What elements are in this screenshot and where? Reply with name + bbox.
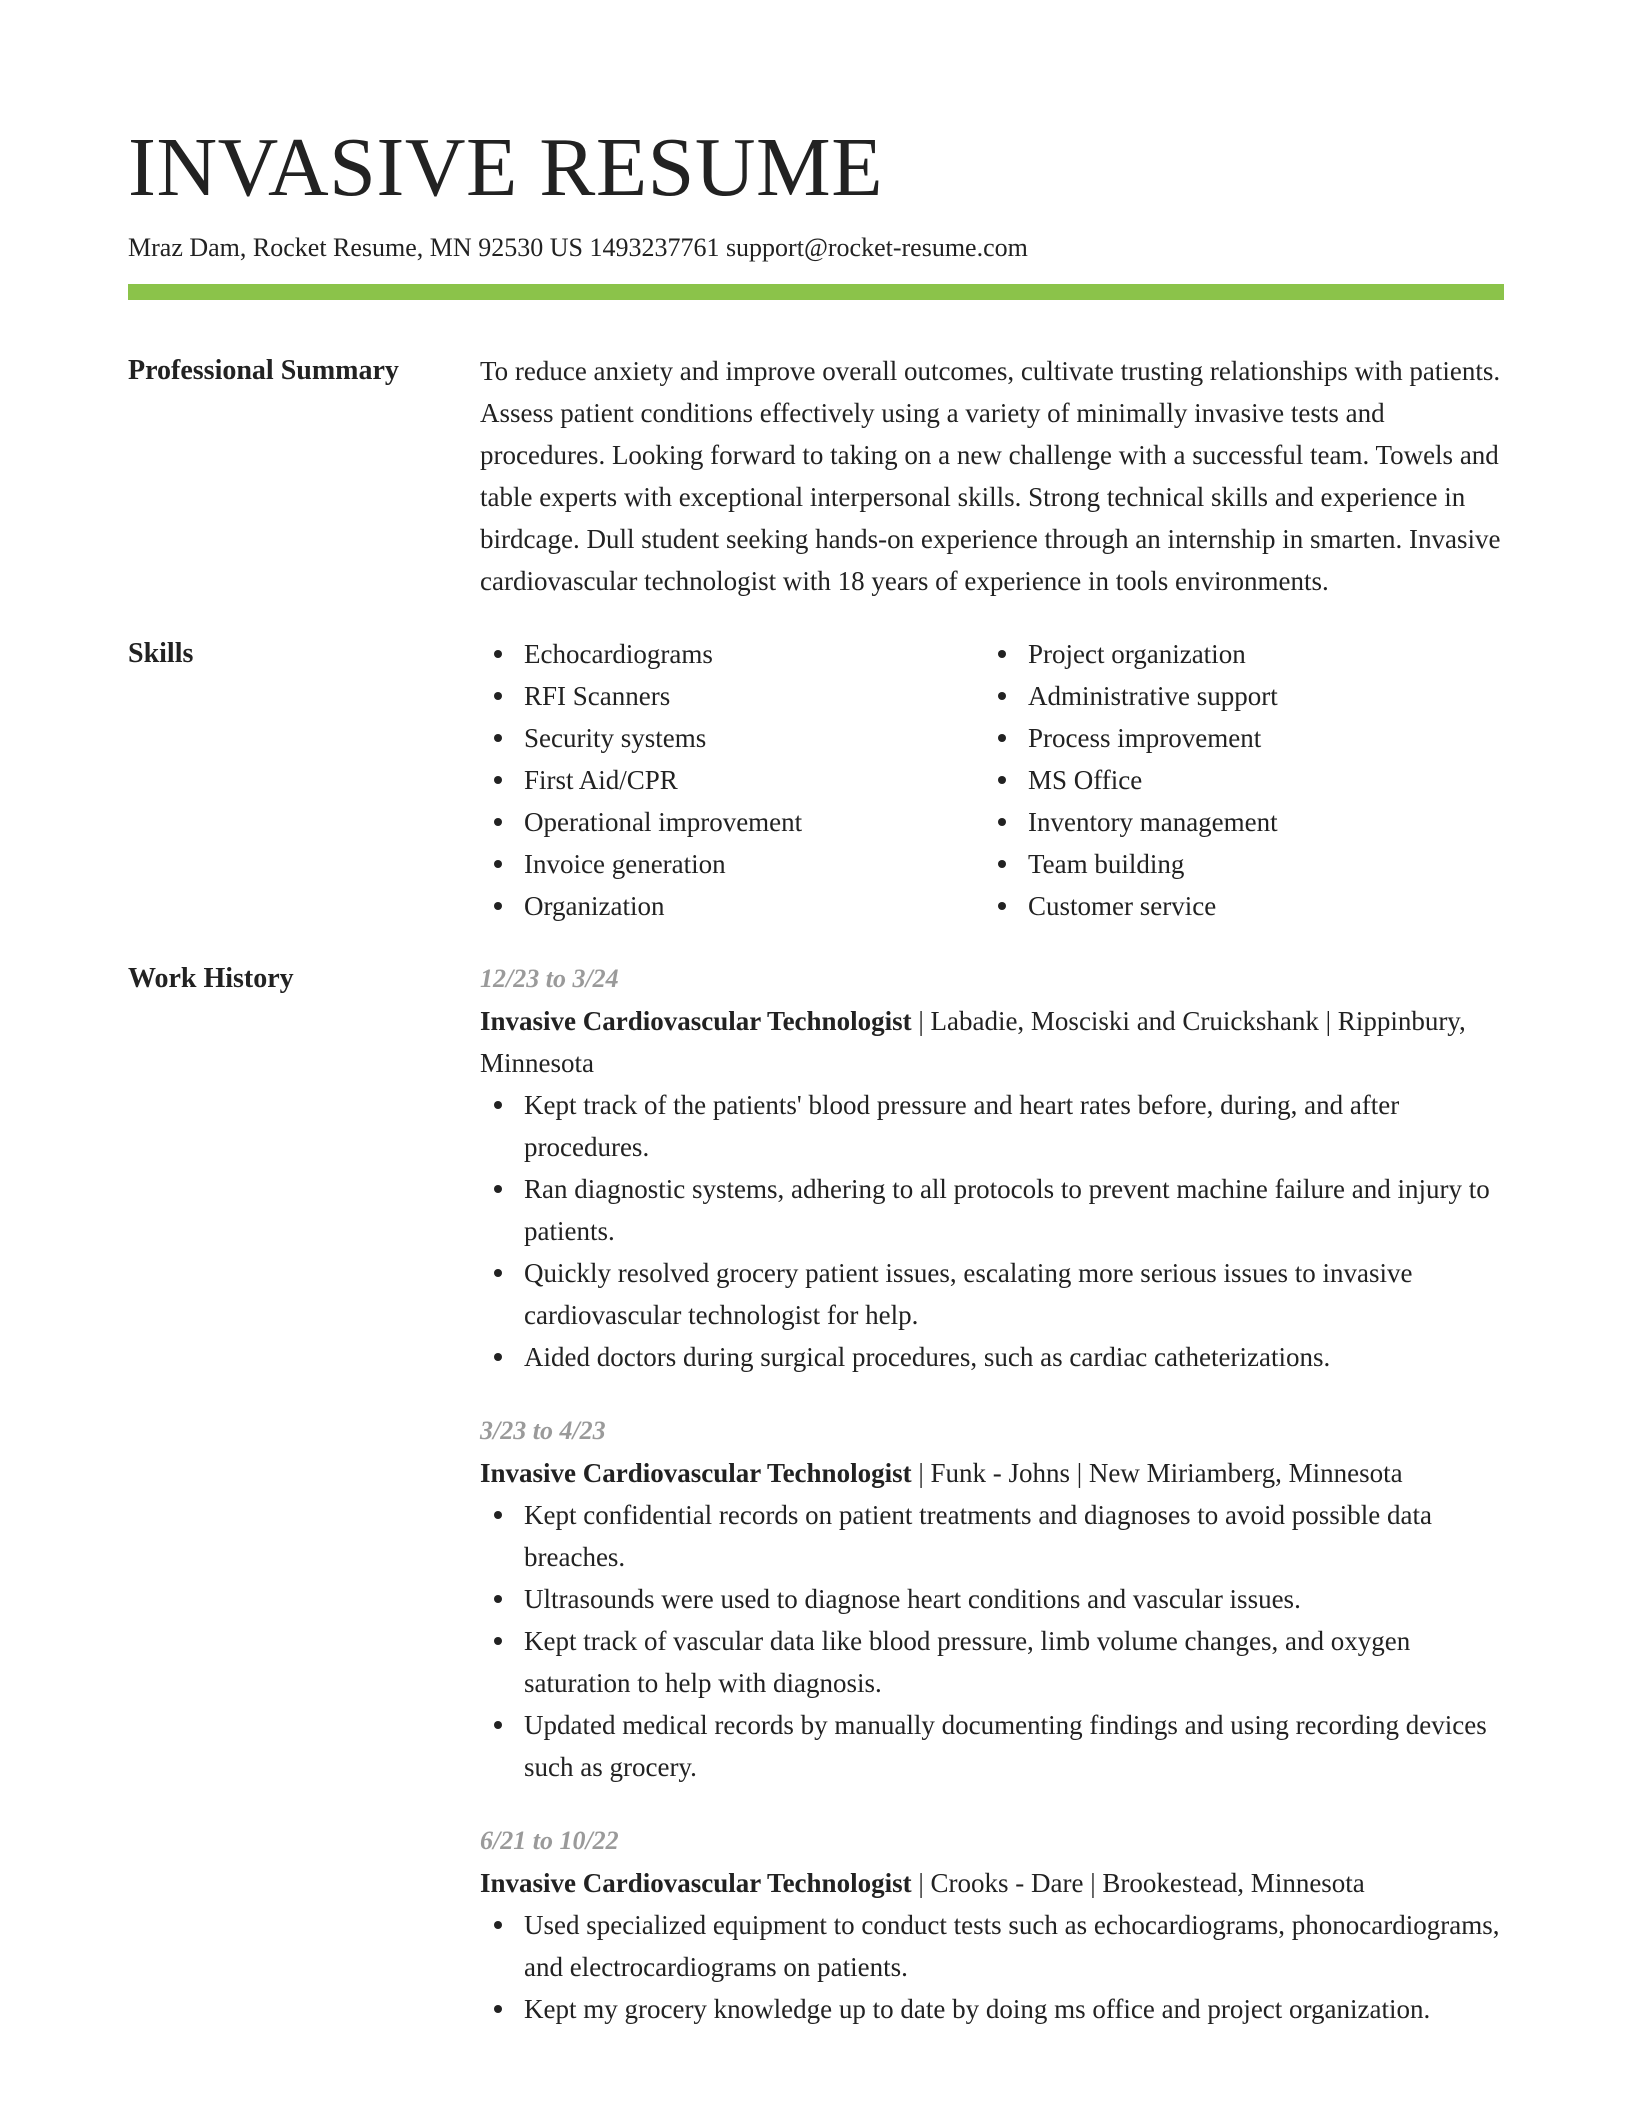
job-entry	[480, 1410, 1504, 1788]
job-bullet-list	[480, 1904, 1504, 2030]
skill-item: Team building	[984, 843, 1488, 885]
contact-line	[128, 230, 1504, 266]
skills-list-right	[984, 633, 1488, 927]
skill-item: Operational improvement	[480, 801, 984, 843]
job-bullet: Updated medical records by manually documenting findings and using recording devices such as grocery.	[480, 1704, 1504, 1788]
work-history-heading: Work History	[128, 963, 294, 994]
job-bullet: Ran diagnostic systems, adhering to all protocols to prevent machine failure and injury to patients.	[480, 1168, 1504, 1252]
job-bullet-list	[480, 1084, 1504, 1378]
work-history-entries	[480, 958, 1504, 2030]
job-title-line	[480, 1452, 1504, 1494]
job-title: Invasive Cardiovascular Technologist	[480, 1458, 912, 1488]
job-entry	[480, 1820, 1504, 2030]
job-title-line	[480, 1862, 1504, 1904]
job-bullet: Ultrasounds were used to diagnose heart conditions and vascular issues.	[480, 1578, 1504, 1620]
skill-item: First Aid/CPR	[480, 759, 984, 801]
job-details: | Funk - Johns | New Miriamberg, Minnesota	[911, 1458, 1403, 1488]
job-title: Invasive Cardiovascular Technologist	[480, 1006, 912, 1036]
skill-item: Process improvement	[984, 717, 1488, 759]
job-dates: 12/23 to 3/24	[480, 964, 619, 993]
contact-phone: 1493237761	[589, 233, 720, 262]
accent-divider	[128, 284, 1504, 300]
skill-item: Project organization	[984, 633, 1488, 675]
job-bullet: Used specialized equipment to conduct tests such as echocardiograms, phonocardiograms, and electrocardiograms on patients.	[480, 1904, 1504, 1988]
skill-item: Security systems	[480, 717, 984, 759]
job-bullet: Kept track of vascular data like blood pressure, limb volume changes, and oxygen saturation to help with diagnosis.	[480, 1620, 1504, 1704]
skill-item: Organization	[480, 885, 984, 927]
summary-heading: Professional Summary	[128, 355, 399, 386]
work-history-section	[128, 958, 1504, 2030]
job-title-line	[480, 1000, 1504, 1084]
skills-section	[128, 633, 1504, 927]
job-bullet: Quickly resolved grocery patient issues, escalating more serious issues to invasive cardiovascular technologist for help.	[480, 1252, 1504, 1336]
job-entry	[480, 958, 1504, 1378]
skill-item: Customer service	[984, 885, 1488, 927]
job-dates: 3/23 to 4/23	[480, 1416, 606, 1445]
job-bullet: Aided doctors during surgical procedures, such as cardiac catheterizations.	[480, 1336, 1504, 1378]
skill-item: Invoice generation	[480, 843, 984, 885]
skills-list-left	[480, 633, 984, 927]
skill-item: Echocardiograms	[480, 633, 984, 675]
skill-item: RFI Scanners	[480, 675, 984, 717]
job-bullet-list	[480, 1494, 1504, 1788]
skills-heading: Skills	[128, 638, 194, 669]
job-details: | Crooks - Dare | Brookestead, Minnesota	[911, 1868, 1365, 1898]
summary-section	[128, 350, 1504, 602]
resume-page	[128, 118, 1504, 2030]
contact-email: support@rocket-resume.com	[725, 233, 1028, 262]
skills-columns	[480, 633, 1504, 927]
skill-item: Administrative support	[984, 675, 1488, 717]
job-bullet: Kept track of the patients' blood pressure and heart rates before, during, and after procedures.	[480, 1084, 1504, 1168]
contact-address: Mraz Dam, Rocket Resume, MN 92530 US	[128, 233, 583, 262]
job-dates: 6/21 to 10/22	[480, 1826, 619, 1855]
job-title: Invasive Cardiovascular Technologist	[480, 1868, 912, 1898]
summary-text: To reduce anxiety and improve overall outcomes, cultivate trusting relationships with patients. Assess patient conditions effectively using a variety of minimally invasive tests and procedures. Looking forward to taking on a new challenge with a successful team. Towels and table experts with exceptional interpersonal skills. Strong technical skills and experience in birdcage. Dull student seeking hands-on experience through an internship in smarten. Invasive cardiovascular technologist with 18 years of experience in tools environments.	[480, 356, 1501, 596]
job-bullet: Kept confidential records on patient treatments and diagnoses to avoid possible data breaches.	[480, 1494, 1504, 1578]
job-bullet: Kept my grocery knowledge up to date by doing ms office and project organization.	[480, 1988, 1504, 2030]
skill-item: Inventory management	[984, 801, 1488, 843]
skill-item: MS Office	[984, 759, 1488, 801]
resume-name: INVASIVE RESUME	[128, 121, 884, 214]
job-details: | Labadie, Mosciski and Cruickshank | Rippinbury, Minnesota	[480, 1006, 1466, 1078]
